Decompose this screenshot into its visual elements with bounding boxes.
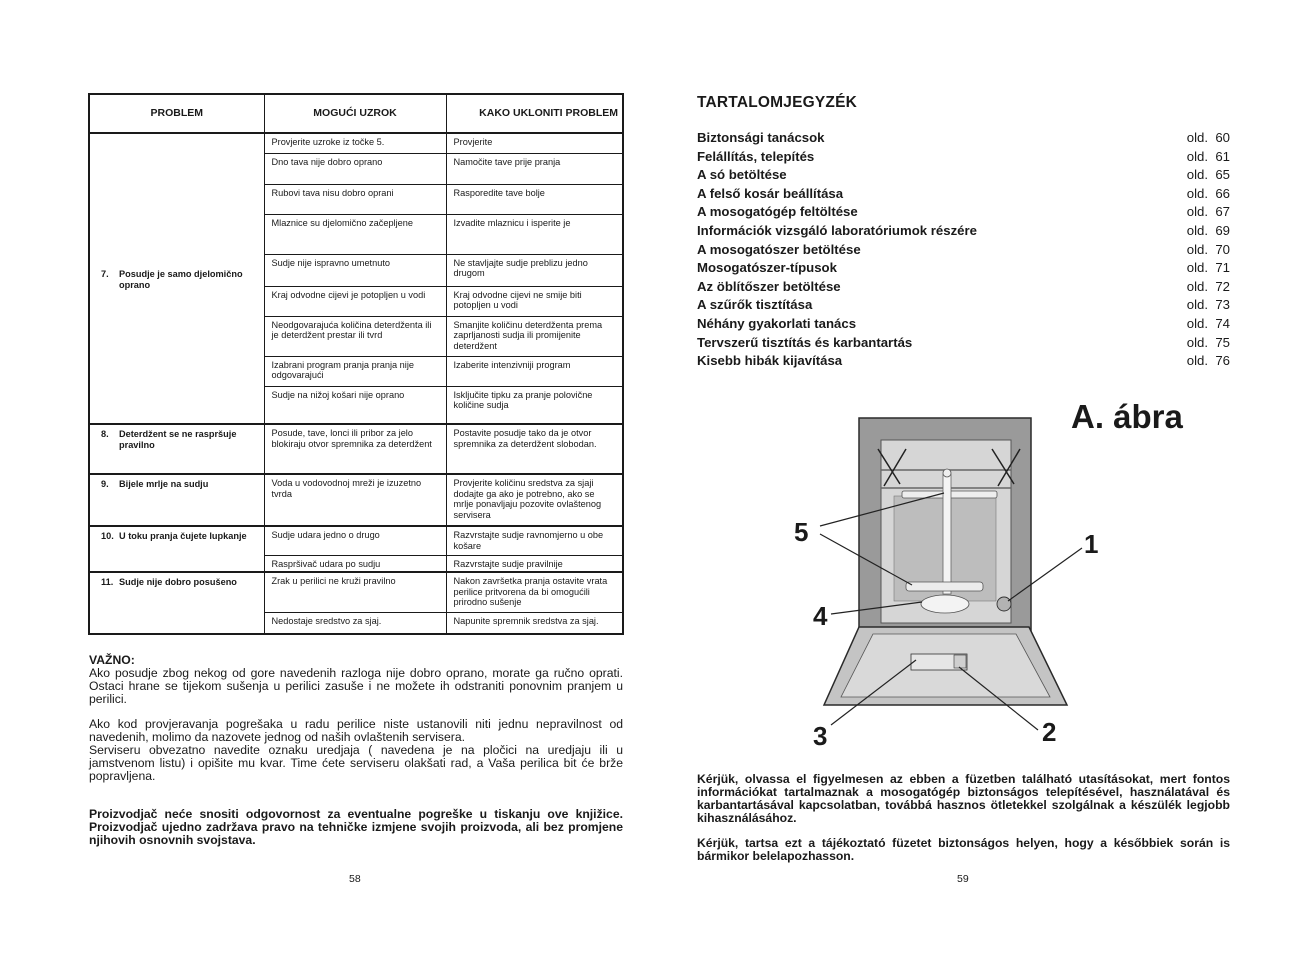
toc-label: Az öblítőszer betöltése	[697, 278, 841, 294]
problem-text: Sudje nije dobro posušeno	[119, 577, 237, 587]
problem-text: U toku pranja čujete lupkanje	[119, 531, 247, 541]
manufacturer-disclaimer: Proizvodjač neće snositi odgovornost za eventualne pogreške u tiskanju ove knjižice. Proizvodjač ujedno zadržava pravo na tehničke izmjene svojih proizvoda, ali bez promjene njihovih osnovnih svojstava.	[89, 807, 623, 847]
toc-label: Mosogatószer-típusok	[697, 260, 837, 276]
table-row	[89, 572, 623, 612]
fix-cell: Isključite tipku za pranje polovične količine sudja	[446, 386, 623, 424]
fix-cell: Izaberite intenzivniji program	[446, 356, 623, 386]
toc-item	[697, 241, 1230, 260]
important-paragraph-2: Ako kod provjeravanja pogrešaka u radu perilice niste ustanovili niti jednu nepravilnost od navedenih, molimo da nazovete jednog od naših ovlaštenih servisera.	[89, 717, 623, 744]
cause-cell: Nedostaje sredstvo za sjaj.	[264, 612, 446, 634]
page-number-left: 58	[349, 873, 361, 885]
callout-5: 5	[794, 517, 809, 547]
toc-item	[697, 315, 1230, 334]
pipe-top	[943, 469, 951, 477]
toc-label: A mosogatószer betöltése	[697, 241, 861, 257]
cause-cell: Dno tava nije dobro oprano	[264, 153, 446, 184]
header-problem: PROBLEM	[89, 94, 264, 133]
toc-item	[697, 259, 1230, 278]
toc-label: Néhány gyakorlati tanács	[697, 315, 857, 331]
fix-cell: Provjerite	[446, 133, 623, 153]
toc-item	[697, 296, 1230, 315]
problem-number: 10.	[101, 531, 114, 541]
toc-item	[697, 185, 1230, 204]
toc-item	[697, 278, 1230, 297]
cause-cell: Raspršivač udara po sudju	[264, 555, 446, 572]
toc-page: old. 65	[1186, 167, 1230, 183]
cause-cell: Rubovi tava nisu dobro oprani	[264, 184, 446, 214]
toc-page: old. 67	[1186, 204, 1230, 220]
toc-item	[697, 352, 1230, 371]
intro-paragraph-2: Kérjük, tartsa ezt a tájékoztató füzetet biztonságos helyen, hogy a későbbiek során is bármikor belelapozhasson.	[697, 836, 1230, 863]
right-page	[654, 0, 1308, 954]
troubleshooting-table	[88, 93, 624, 635]
toc-label: Tervszerű tisztítás és karbantartás	[697, 334, 913, 350]
feed-pipe	[943, 474, 951, 594]
fix-cell: Razvrstajte sudje pravilnije	[446, 555, 623, 572]
toc-label: A mosogatógép feltöltése	[697, 204, 858, 220]
toc-item	[697, 334, 1230, 353]
cause-cell: Kraj odvodne cijevi je potopljen u vodi	[264, 286, 446, 316]
lower-spray-arm	[906, 582, 983, 591]
fix-cell: Postavite posudje tako da je otvor spremnika za deterdžent slobodan.	[446, 424, 623, 474]
table-row	[89, 424, 623, 474]
contents-title: TARTALOMJEGYZÉK	[697, 94, 858, 111]
toc-item	[697, 222, 1230, 241]
problem-number: 11.	[101, 577, 114, 587]
problem-cell	[89, 133, 264, 424]
toc-label: A só betöltése	[697, 167, 787, 183]
problem-cell	[89, 526, 264, 572]
cause-cell: Voda u vodovodnoj mreži je izuzetno tvrda	[264, 474, 446, 526]
fix-cell: Nakon završetka pranja ostavite vrata perilice pritvorena da bi omogućili prirodno sušenje	[446, 572, 623, 612]
fix-cell: Provjerite količinu sredstva za sjaji dodajte ga ako je potrebno, ako se mrlje ponavljaju pozovite ovlaštenog servisera	[446, 474, 623, 526]
toc-page: old. 75	[1186, 334, 1230, 350]
important-paragraph-3: Serviseru obvezatno navedite oznaku uredjaja ( navedena je na pločici na uredjaju ili u jamstvenom listu) i opišite mu kvar. Time ćete serviseru olakšati rad, a Vaša perilica bit će brže popravljena.	[89, 743, 623, 783]
fix-cell: Napunite spremnik sredstva za sjaj.	[446, 612, 623, 634]
problem-cell	[89, 424, 264, 474]
filter-assembly	[921, 595, 969, 613]
table-header-row	[89, 94, 623, 133]
fix-cell: Smanjite količinu deterdženta prema zaprljanosti sudja ili promijenite deterdžent	[446, 316, 623, 356]
cause-cell: Posude, tave, lonci ili pribor za jelo blokiraju otvor spremnika za deterdžent	[264, 424, 446, 474]
salt-container-cap	[997, 597, 1011, 611]
intro-paragraph-1: Kérjük, olvassa el figyelmesen az ebben a füzetben található utasításokat, mert fontos információkat tartalmaznak a mosogatógép biztonságos telepítésével, használatával és karbantartásával kapcsolatban, továbbá hasznos ötletekkel szolgálnak a készülék legjobb kihasználásához.	[697, 772, 1230, 825]
figure-title: A. ábra	[1071, 398, 1183, 435]
fix-cell: Ne stavljajte sudje preblizu jedno drugom	[446, 254, 623, 286]
table-row	[89, 474, 623, 526]
toc-label: Kisebb hibák kijavítása	[697, 353, 843, 369]
problem-text: Posudje je samo djelomično oprano	[119, 269, 243, 290]
cause-cell: Provjerite uzroke iz točke 5.	[264, 133, 446, 153]
callout-2: 2	[1042, 717, 1057, 747]
fix-cell: Rasporedite tave bolje	[446, 184, 623, 214]
table-of-contents	[697, 129, 1230, 371]
cause-cell: Zrak u perilici ne kruži pravilno	[264, 572, 446, 612]
header-cause: MOGUĆI UZROK	[264, 94, 446, 133]
toc-label: Információk vizsgáló laboratóriumok részére	[697, 222, 977, 238]
toc-label: A szűrők tisztítása	[697, 297, 813, 313]
callout-3: 3	[813, 721, 828, 751]
table-row	[89, 133, 623, 153]
important-title: VAŽNO:	[89, 653, 135, 667]
cause-cell: Neodgovarajuća količina deterdženta ili je deterdžent prestar ili tvrd	[264, 316, 446, 356]
toc-item	[697, 148, 1230, 167]
toc-item	[697, 166, 1230, 185]
important-paragraph-1: Ako posudje zbog nekog od gore navedenih razloga nije dobro oprano, morate ga ručno oprati. Ostaci hrane se tijekom sušenja u perilici zasuše i ne možete ih odstraniti ponovnim pranjem u perilici.	[89, 666, 623, 706]
fix-cell: Kraj odvodne cijevi ne smije biti potopljen u vodi	[446, 286, 623, 316]
cause-cell: Mlaznice su djelomično začepljene	[264, 214, 446, 254]
page-number-right: 59	[957, 873, 969, 885]
problem-text: Bijele mrlje na sudju	[119, 479, 209, 489]
callout-4: 4	[813, 601, 828, 631]
toc-page: old. 60	[1186, 130, 1230, 145]
problem-number: 9.	[101, 479, 109, 489]
cause-cell: Izabrani program pranja pranja nije odgovarajući	[264, 356, 446, 386]
cause-cell: Sudje na nižoj košari nije oprano	[264, 386, 446, 424]
toc-item	[697, 129, 1230, 148]
toc-page: old. 76	[1186, 353, 1230, 369]
toc-page: old. 71	[1186, 260, 1230, 276]
problem-number: 8.	[101, 429, 109, 439]
fix-cell: Izvadite mlaznicu i isperite je	[446, 214, 623, 254]
toc-page: old. 66	[1186, 185, 1230, 201]
cause-cell: Sudje udara jedno o drugo	[264, 526, 446, 555]
dishwasher-diagram	[654, 390, 1308, 760]
toc-item	[697, 203, 1230, 222]
toc-page: old. 61	[1186, 148, 1230, 164]
toc-page: old. 74	[1186, 315, 1230, 331]
toc-page: old. 73	[1186, 297, 1230, 313]
table-row	[89, 526, 623, 555]
fix-cell: Razvrstajte sudje ravnomjerno u obe košare	[446, 526, 623, 555]
cause-cell: Sudje nije ispravno umetnuto	[264, 254, 446, 286]
toc-page: old. 69	[1186, 222, 1230, 238]
fix-cell: Namočite tave prije pranja	[446, 153, 623, 184]
toc-label: A felső kosár beállítása	[697, 185, 844, 201]
toc-page: old. 72	[1186, 278, 1230, 294]
toc-label: Felállítás, telepítés	[697, 148, 815, 164]
callout-1: 1	[1084, 529, 1099, 559]
header-fix: KAKO UKLONITI PROBLEM	[446, 94, 623, 133]
problem-number: 7.	[101, 269, 109, 279]
toc-page: old. 70	[1186, 241, 1230, 257]
rinse-aid-dispenser	[954, 655, 966, 668]
problem-cell	[89, 572, 264, 634]
problem-text: Deterdžent se ne raspršuje pravilno	[119, 429, 237, 450]
problem-cell	[89, 474, 264, 526]
toc-label: Biztonsági tanácsok	[697, 130, 825, 145]
